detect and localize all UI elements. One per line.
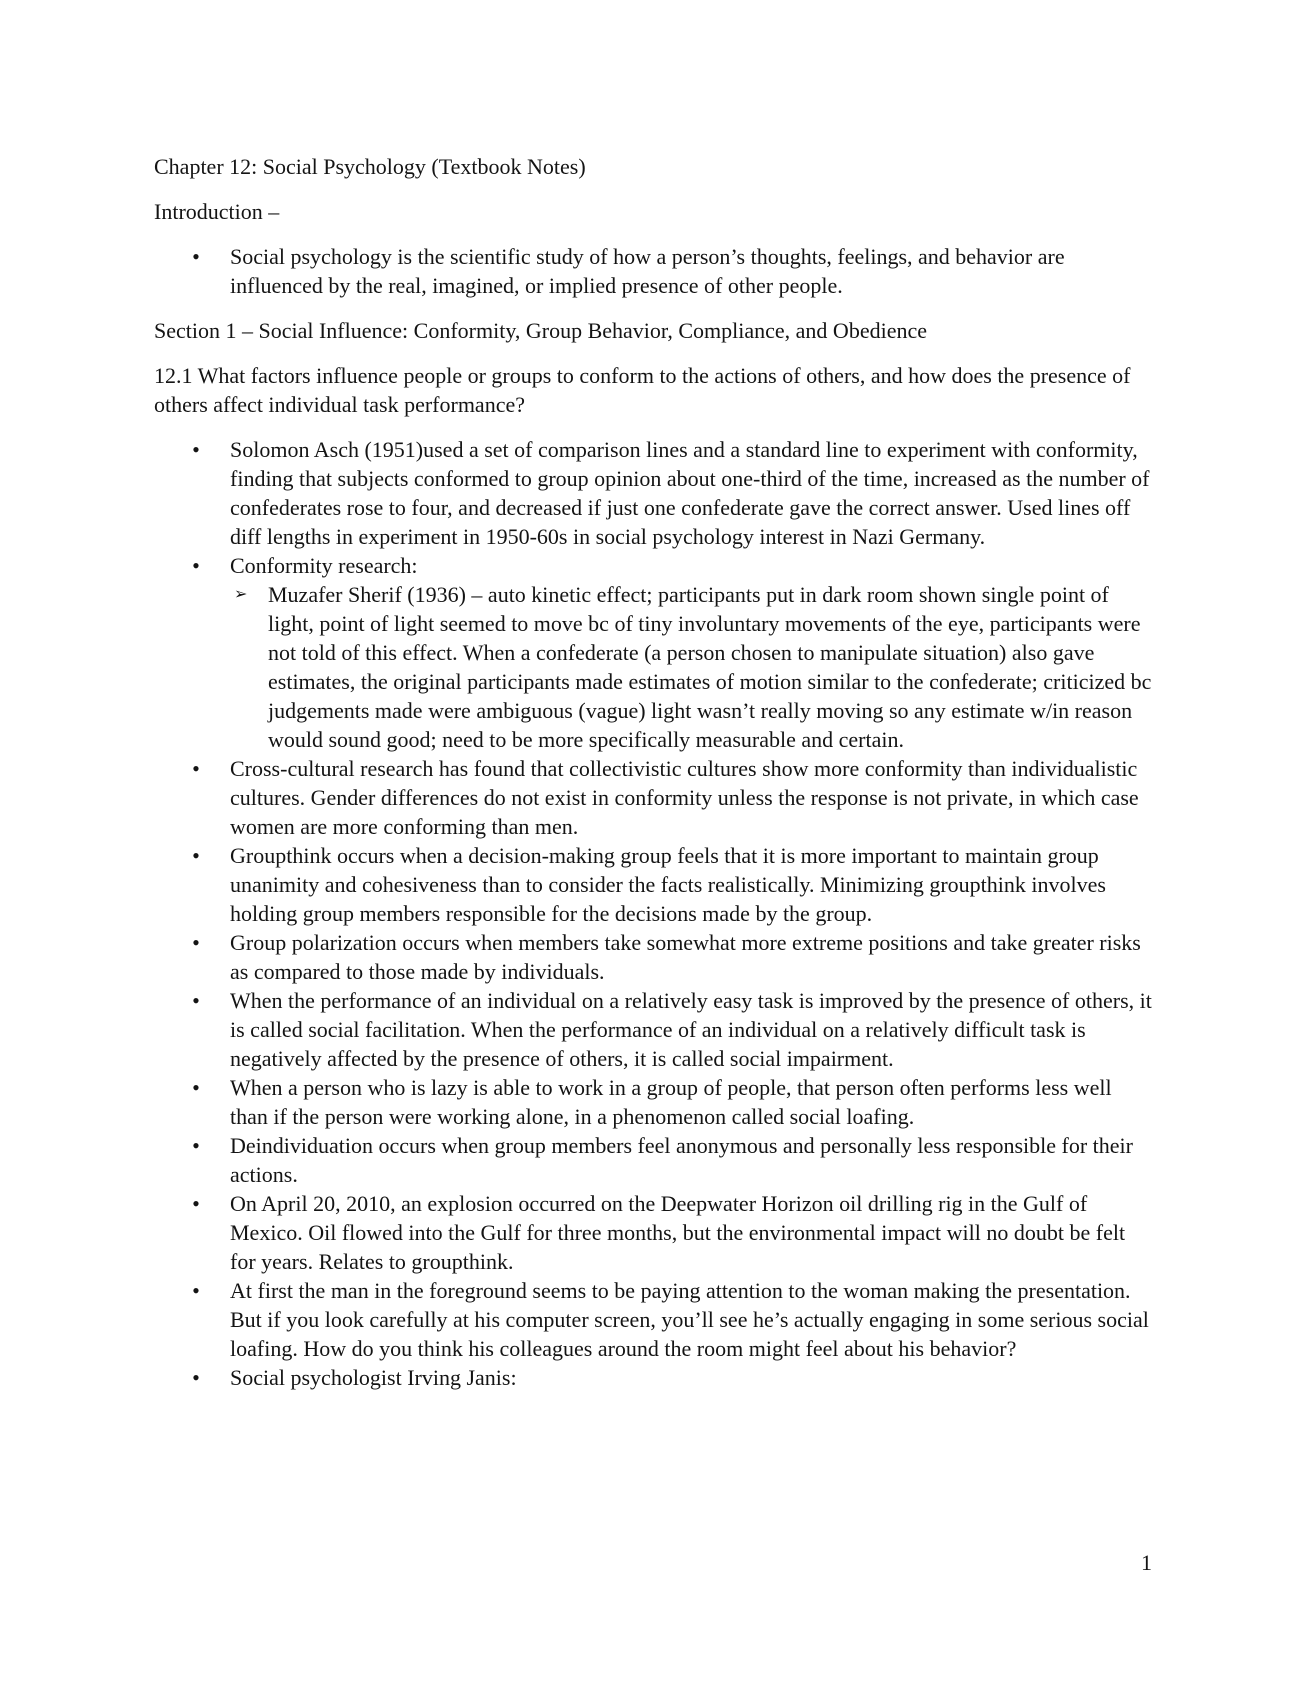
list-item-text: Solomon Asch (1951)used a set of comparison lines and a standard line to experiment with conformity, finding that subjects conformed to group opinion about one-third of the time, increased as the number of confederates rose to four, and decreased if just one confederate gave the correct answer. Used lines off diff lengths in experiment in 1950-60s in social psychology interest in Nazi Germany.	[230, 437, 1150, 549]
list-item	[154, 242, 1154, 300]
intro-bullet-list	[154, 242, 1154, 300]
list-item-text: At first the man in the foreground seems to be paying attention to the woman making the presentation. But if you look carefully at his computer screen, you’ll see he’s actually engaging in some serious social loafing. How do you think his colleagues around the room might feel about his behavior?	[230, 1278, 1149, 1361]
bullet-icon: •	[192, 930, 200, 955]
bullet-icon: •	[192, 843, 200, 868]
document-body	[154, 152, 1154, 1408]
bullet-icon: •	[192, 1133, 200, 1158]
bullet-icon: •	[192, 437, 200, 462]
list-item-text: When the performance of an individual on a relatively easy task is improved by the presence of others, it is called social facilitation. When the performance of an individual on a relatively difficult task is negatively affected by the presence of others, it is called social impairment.	[230, 988, 1152, 1071]
list-item-text: When a person who is lazy is able to work in a group of people, that person often performs less well than if the person were working alone, in a phenomenon called social loafing.	[230, 1075, 1112, 1129]
list-item-text: Social psychologist Irving Janis:	[230, 1365, 517, 1390]
list-item	[154, 928, 1154, 986]
page-number: 1	[1141, 1550, 1152, 1575]
list-item	[154, 435, 1154, 551]
arrow-bullet-icon: ➢	[234, 586, 248, 603]
list-item-text: Group polarization occurs when members take somewhat more extreme positions and take greater risks as compared to those made by individuals.	[230, 930, 1141, 984]
sub-list-item-text: Muzafer Sherif (1936) – auto kinetic effect; participants put in dark room shown single point of light, point of light seemed to move bc of tiny involuntary movements of the eye, participants were not told of this effect. When a confederate (a person chosen to manipulate situation) also gave estimates, the original participants made estimates of motion similar to the confederate; criticized bc judgements made were ambiguous (vague) light wasn’t really moving so any estimate w/in reason would sound good; need to be more specifically measurable and certain.	[268, 582, 1152, 752]
bullet-icon: •	[192, 553, 200, 578]
sub-bullet-list	[230, 580, 1154, 754]
page-title: Chapter 12: Social Psychology (Textbook Notes)	[154, 154, 586, 179]
bullet-icon: •	[192, 1365, 200, 1390]
list-item	[154, 1073, 1154, 1131]
list-item-text: Groupthink occurs when a decision-making group feels that it is more important to maintain group unanimity and cohesiveness than to consider the facts realistically. Minimizing groupthink involves holding group members responsible for the decisions made by the group.	[230, 843, 1106, 926]
list-item-text: Conformity research:	[230, 553, 418, 578]
list-item-text: On April 20, 2010, an explosion occurred on the Deepwater Horizon oil drilling rig in the Gulf of Mexico. Oil flowed into the Gulf for three months, but the environmental impact will no doubt be felt for years. Relates to groupthink.	[230, 1191, 1126, 1274]
bullet-icon: •	[192, 244, 200, 269]
notes-bullet-list	[154, 435, 1154, 1392]
list-item	[154, 1131, 1154, 1189]
sub-list-item	[230, 580, 1154, 754]
list-item	[154, 1276, 1154, 1363]
intro-heading: Introduction –	[154, 199, 280, 224]
bullet-icon: •	[192, 1278, 200, 1303]
list-item-text: Deindividuation occurs when group members feel anonymous and personally less responsible for their actions.	[230, 1133, 1133, 1187]
bullet-icon: •	[192, 988, 200, 1013]
list-item	[154, 986, 1154, 1073]
learning-question: 12.1 What factors influence people or groups to conform to the actions of others, and how does the presence of others affect individual task performance?	[154, 363, 1131, 417]
list-item	[154, 841, 1154, 928]
list-item-text: Cross-cultural research has found that collectivistic cultures show more conformity than individualistic cultures. Gender differences do not exist in conformity unless the response is not private, in which case women are more conforming than men.	[230, 756, 1139, 839]
list-item	[154, 1189, 1154, 1276]
section-heading: Section 1 – Social Influence: Conformity, Group Behavior, Compliance, and Obedience	[154, 318, 927, 343]
bullet-icon: •	[192, 1075, 200, 1100]
list-item	[154, 1363, 1154, 1392]
list-item	[154, 754, 1154, 841]
bullet-icon: •	[192, 1191, 200, 1216]
bullet-icon: •	[192, 756, 200, 781]
list-item	[154, 551, 1154, 754]
list-item-text: Social psychology is the scientific study of how a person’s thoughts, feelings, and behavior are influenced by the real, imagined, or implied presence of other people.	[230, 244, 1065, 298]
